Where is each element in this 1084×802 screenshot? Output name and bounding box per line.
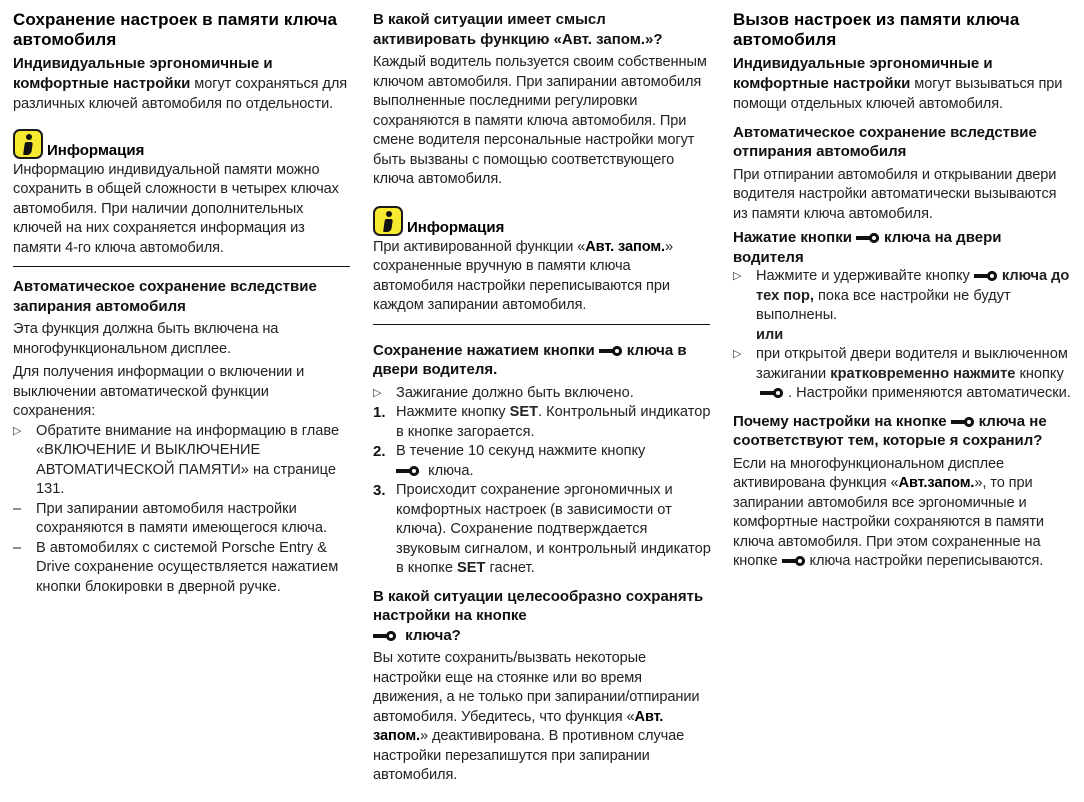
- intro-rest: могут вызываться при помощи отдельных ключей автомобиля.: [733, 75, 1063, 112]
- key-icon: [951, 417, 975, 427]
- list-item: [13, 422, 353, 500]
- paragraph-part: » деактивирована. В противном случае настройки перезапишутся при запирании автомобиля.: [373, 728, 685, 783]
- triangle-bullet-icon: ▷: [733, 348, 742, 360]
- column-2: [373, 10, 713, 786]
- title-part: ключа не соответствуют тем, которые я сохранил?: [733, 412, 1047, 449]
- list-text-part: пока все настройки не будут выполнены.: [756, 287, 1011, 323]
- step-text-part: ключа.: [428, 462, 474, 479]
- title-part: Почему настройки на кнопке: [733, 412, 947, 430]
- column-1: [13, 10, 353, 597]
- paragraph-part: Вы хотите сохранить/вызвать некоторые настройки еще на стоянке или во время движения, а не только при запирании/отпирании автомобиля. Убедитесь, что функция «: [373, 650, 700, 725]
- list-text-part: Нажмите и удерживайте кнопку: [756, 268, 970, 284]
- function-name: Авт. запом.: [585, 238, 665, 255]
- key-icon: [599, 346, 623, 356]
- list-item-text: Зажигание должно быть включено.: [396, 384, 634, 401]
- step-number: 2.: [373, 443, 386, 460]
- list-item-text: Обратите внимание на информацию в главе «ВКЛЮЧЕНИЕ И ВЫКЛЮЧЕНИЕ АВТОМАТИЧЕСКОЙ ПАМЯТИ» на странице 131.: [36, 422, 340, 497]
- set-button-label: SET: [457, 560, 486, 576]
- key-icon: [396, 466, 420, 476]
- info-icon: [13, 129, 43, 159]
- step-number: 3.: [373, 482, 386, 499]
- paragraph-part: ключа настройки переписываются.: [809, 553, 1044, 569]
- title-part: Нажатие кнопки: [733, 229, 852, 246]
- section-title: В какой ситуации имеет смысл активировать функцию «Авт. запом.»?: [373, 11, 663, 48]
- triangle-bullet-icon: ▷: [733, 270, 742, 282]
- step-text-part: . Контрольный индикатор в кнопке загорается.: [396, 404, 711, 440]
- paragraph-part: Если на многофункциональном дисплее активирована функция «: [733, 455, 1005, 491]
- divider: [13, 266, 350, 267]
- info-heading: [13, 123, 353, 159]
- list-item: [373, 384, 713, 404]
- page-title: Вызов настроек из памяти ключа автомобиля: [733, 10, 1020, 49]
- info-text-part: При активированной функции «: [373, 238, 586, 255]
- section-title: [733, 412, 1075, 451]
- list-text-part: при открытой двери водителя и выключенном зажигании: [756, 346, 1068, 382]
- function-name: Авт. запом.: [373, 708, 664, 744]
- info-label: Информация: [47, 141, 145, 159]
- page-title: Сохранение настроек в памяти ключа автомобиля: [13, 10, 338, 49]
- step-item: [373, 481, 713, 579]
- intro-paragraph: [13, 54, 353, 115]
- section-title: Автоматическое сохранение вследствие отпирания автомобиля: [733, 123, 1037, 160]
- function-name: Авт.запом.: [898, 475, 975, 491]
- info-heading: [373, 200, 713, 236]
- list-item: [13, 539, 353, 598]
- section-title: [373, 341, 713, 380]
- step-text-part: В течение 10 секунд нажмите кнопку: [396, 443, 646, 459]
- set-button-label: SET: [509, 404, 539, 420]
- step-item: [373, 442, 713, 481]
- intro-bold: Индивидуальные эргономичные и комфортные настройки: [733, 55, 993, 92]
- section-title: Автоматическое сохранение вследствие запирания автомобиля: [13, 278, 317, 315]
- list-item: [13, 500, 353, 539]
- step-text-part: Нажмите кнопку: [396, 404, 510, 420]
- section-title: [373, 587, 713, 646]
- list-item: [733, 345, 1075, 404]
- paragraph: При отпирании автомобиля и открывании двери водителя настройки автоматически вызываются из памяти ключа автомобиля.: [733, 166, 1057, 222]
- title-part: ключа на двери водителя: [733, 229, 1002, 266]
- key-icon: [373, 631, 397, 641]
- step-text-part: Происходит сохранение эргономичных и комфортных настроек (в зависимости от ключа). Сохранение подтверждается звуковым сигналом, и контрольный индикатор в кнопке: [396, 482, 711, 576]
- section-title: [733, 228, 1075, 267]
- paragraph: [733, 455, 1075, 572]
- list-item-text: [756, 267, 1075, 345]
- list-item-text: При запирании автомобиля настройки сохраняются в памяти имеющегося ключа.: [36, 500, 327, 536]
- list-text-bold: ключа до тех пор,: [756, 268, 1070, 304]
- info-icon: [373, 206, 403, 236]
- divider: [373, 324, 710, 325]
- list-item: [733, 267, 1075, 345]
- step-text: [396, 442, 713, 481]
- title-part: В какой ситуации целесообразно сохранять настройки на кнопке: [373, 587, 704, 624]
- intro-bold: Индивидуальные эргономичные и комфортные настройки: [13, 55, 273, 92]
- triangle-bullet-icon: ▷: [373, 386, 382, 399]
- step-text: [396, 481, 713, 579]
- info-text: [373, 238, 713, 316]
- paragraph-part: », то при запирании автомобиля все эргономичные и комфортные настройки сохраняются в памяти ключа автомобиля. При этом сохраненные на кнопке: [733, 475, 1044, 569]
- dash-bullet: –: [13, 500, 22, 517]
- paragraph: Для получения информации о включении и выключении автоматической функции сохранения:: [13, 364, 305, 419]
- step-text: [396, 403, 713, 442]
- title-part: ключа?: [405, 626, 461, 644]
- key-icon: [974, 271, 998, 281]
- list-text-bold: кратковременно нажмите: [830, 365, 1016, 382]
- title-part: Сохранение нажатием кнопки: [373, 341, 595, 359]
- list-text-part: . Настройки применяются автоматически.: [788, 385, 1071, 401]
- step-item: [373, 403, 713, 442]
- intro-paragraph: [733, 54, 1075, 115]
- intro-rest: могут сохраняться для различных ключей автомобиля по отдельности.: [13, 75, 348, 112]
- info-label: Информация: [407, 218, 505, 236]
- list-item-text: [756, 345, 1075, 404]
- key-icon: [782, 556, 806, 566]
- triangle-bullet-icon: ▷: [13, 424, 22, 437]
- title-part: ключа в двери водителя.: [373, 341, 687, 378]
- step-text-part: гаснет.: [485, 560, 535, 576]
- paragraph: Каждый водитель пользуется своим собственным ключом автомобиля. При запирании автомобиля выполненные последними регулировки сохраняются в памяти ключа автомобиля. При смене водителя персональные настройки могут быть вызваны с помощью соответствующего ключа автомобиля.: [373, 54, 707, 187]
- column-3: [733, 10, 1075, 572]
- paragraph: [373, 649, 713, 786]
- list-text-part: кнопку: [1015, 365, 1064, 382]
- info-text: Информацию индивидуальной памяти можно сохранить в общей сложности в четырех ключах автомобиля. При наличии дополнительных ключей на них сохраняется информация из памяти 4-го ключа автомобиля.: [13, 161, 339, 256]
- info-text-part: » сохраненные вручную в памяти ключа автомобиля настройки переписываются при каждом запирании автомобиля.: [373, 238, 674, 313]
- list-item-text: В автомобилях с системой Porsche Entry & Drive сохранение осуществляется нажатием кнопки блокировки в дверной ручке.: [36, 539, 339, 595]
- key-icon: [760, 388, 784, 398]
- step-number: 1.: [373, 404, 386, 421]
- dash-bullet: –: [13, 539, 22, 556]
- paragraph: Эта функция должна быть включена на многофункциональном дисплее.: [13, 321, 279, 357]
- or-label: или: [756, 326, 784, 343]
- key-icon: [856, 233, 880, 243]
